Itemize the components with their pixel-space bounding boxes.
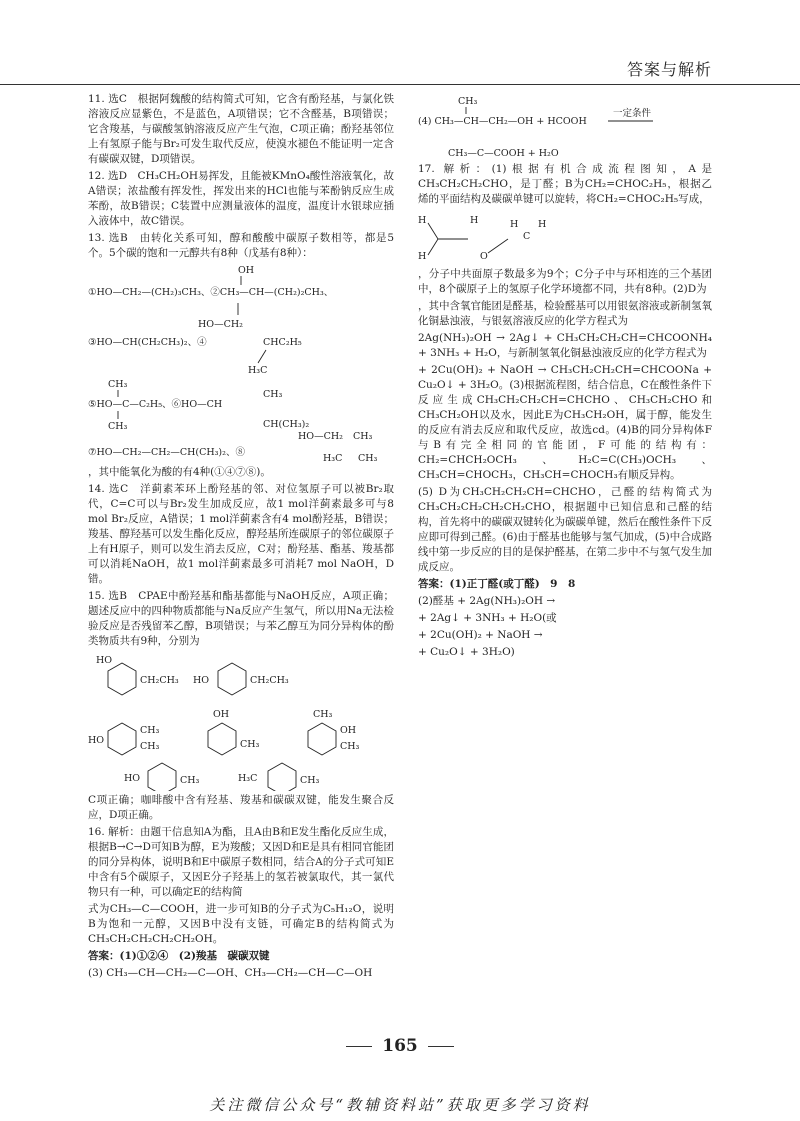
answer-13: 13. 选B 由转化关系可知，醇和酸酸中碳原子数相等，都是5个。5个碳的饱和一元醇共有8种（戊基有8种）： [88,232,394,259]
svg-text:CH₃: CH₃ [140,741,160,752]
svg-text:HO: HO [96,655,113,666]
svg-text:H₃C: H₃C [248,365,268,376]
answer-16: 16. 解析：由题干信息知A为酯，且A由B和E发生酯化反应生成，根据B→C→D可知B为醇，E为羧酸；又因D和E是具有相同官能团的同分异构体，说明B和E中碳原子数相同，结合A的分子式可知E中含有5个碳原子，又因E分子羟基上的氢若被氯取代，其一氯代物只有一种，可以确定E的结构简 [88,826,394,898]
svg-text:OH: OH [340,725,357,736]
svg-text:CH₃: CH₃ [108,379,128,390]
answer-17-b: ，分子中共面原子数最多为9个；C分子中与环相连的三个基团中，8个碳原子上的氢原子化学环境都不同，共有8种。(2)D为 [418,268,712,295]
oh-label: OH [238,265,255,276]
footer-note: 关注微信公众号“教辅资料站”获取更多学习资料 [209,1096,591,1114]
svg-text:HO—CH₂: HO—CH₂ [298,431,343,442]
svg-text:CH₃: CH₃ [353,431,373,442]
answer-17-key-4: + 2Cu(OH)₂ + NaOH → [418,629,543,641]
svg-text:C: C [523,231,531,242]
svg-text:H₃C: H₃C [238,773,258,784]
svg-text:CH₃: CH₃ [263,389,283,400]
isomer-formula-1: ①HO—CH₂—(CH₂)₃CH₃、②CH₃—CH—(CH₂)₂CH₃、 [88,287,334,298]
reaction-4-figure [418,94,712,160]
svg-text:H: H [510,219,519,230]
header-title: 答案与解析 [626,60,712,79]
svg-text:CH₃: CH₃ [180,775,200,786]
svg-text:O: O [480,251,488,262]
answer-17-c: ，其中含氧官能团是醛基，检验醛基可以用银氨溶液或新制氢氧化铜悬浊液，与银氨溶液反应的化学方程式为 [418,300,712,327]
answer-17-e: + 2Cu(OH)₂ + NaOH → CH₃CH₂CH₂CH=CHCOONa + Cu₂O↓ + 3H₂O。(3)根据流程图，结合信息，C在酸性条件下反应生成CH₃CH₂CH₂CH=CHCHO、CH₃CH₂CHO和CH₃CH₂OH以及水，因此E为CH₃CH₂OH，属于醇，能发生的反应有消去反应和取代反应，故选cd。(4)B的同分异构体F与B有完全相同的官能团，F可能的结构有：CH₂=CHCH₂OCH₃、H₂C=C(CH₃)OCH₃、CH₃CH=CHOCH₃，CH₃CH=CHOCH₃有顺反异构。 [418,364,712,481]
answer-17-key-5: + Cu₂O↓ + 3H₂O) [418,646,515,658]
svg-text:CH₃: CH₃ [108,421,128,432]
isomer-formula-4: ⑦HO—CH₂—CH₂—CH(CH₃)₂、⑧ [88,447,245,458]
page-number-text: 165 [382,1036,418,1056]
svg-text:H: H [418,215,427,226]
isomer-formula-3: ⑤HO—C—C₂H₅、⑥HO—CH [88,399,223,410]
answer-12: 12. 选D CH₃CH₂OH易挥发，且能被KMnO₄酸性溶液氧化，故A错误；浓盐酸有挥发性，挥发出来的HCl也能与苯酚钠反应生成苯酚，故B错误；C装置中应测量液体的温度，温度计水银球应插入液体中，故C错误。 [88,170,394,227]
answer-17-key-3: + 2Ag↓ + 3NH₃ + H₂O(或 [418,612,557,624]
svg-text:CHC₂H₅: CHC₂H₅ [263,337,302,348]
svg-text:CH₃: CH₃ [358,453,378,463]
answer-14: 14. 选C 洋蓟素苯环上酚羟基的邻、对位氢原子可以被Br₂取代，C=C可以与Br₂发生加成反应，故1 mol洋蓟素最多可与8 mol Br₂反应，A错误；1 mol洋蓟素含有4 mol酚羟基，B错误；羧基、醇羟基可以发生酯化反应，醇羟基所连碳原子的邻位碳原子上有H原子，则可以发生消去反应，C对；酚羟基、酯基、羧基都可以消耗NaOH，故1 mol洋蓟素最多可消耗7 mol NaOH，D错。 [88,483,394,585]
svg-text:HO: HO [88,735,105,746]
alcohol-isomers-figure [88,263,394,463]
answer-17-f: (5) D为CH₃CH₂CH₂CH=CHCHO，己醛的结构简式为CH₃CH₂CH₂CH₂CH₂CHO，根据题中已知信息和己醛的结构，首先将中的碳碳双键转化为碳碳单键，然后在酸性条件下反应即可得到己醛。(6)由于醛基也能够与氢气加成，(5)中合成路线中第一步反应的目的是保护醛基，在第二步中不与氢气发生加成反应。 [418,486,712,573]
answer-17: 17. 解析：(1)根据有机合成流程图知，A是CH₃CH₂CH₂CHO，是丁醛；B为CH₂=CHOC₂H₅，根据乙烯的平面结构及碳碳单键可以旋转，将CH₂=CHOC₂H₅写成， [418,163,712,205]
answer-15: 15. 选B CPAE中酚羟基和酯基都能与NaOH反应，A项正确；题述反应中的四种物质都能与Na反应产生氢气，所以用Na无法检验反应是否残留苯乙醇，B项错误；与苯乙醇互为同分异构体的酚类物质共有9种，分别为 [88,590,394,647]
right-column [418,92,712,662]
page-header [0,0,800,85]
answer-16-3: (3) CH₃—CH—CH₂—C—OH、CH₃—CH₂—CH—C—OH [88,967,373,979]
svg-text:CH₃: CH₃ [300,775,320,786]
reaction-4-product: CH₃—C—COOH + H₂O [448,148,559,159]
phenol-isomers-figure [88,651,394,791]
svg-text:HO: HO [193,675,210,686]
answer-16-b: 式为CH₃—C—COOH，进一步可知B的分子式为C₅H₁₂O，说明B为饱和一元醇，又因B中没有支链，可确定B的结构简式为CH₃CH₂CH₂CH₂CH₂OH。 [88,903,394,945]
svg-text:H₃C: H₃C [323,453,343,463]
left-column [88,92,394,983]
svg-text:H: H [418,251,427,262]
svg-text:HO: HO [124,773,141,784]
svg-text:H: H [470,215,479,226]
svg-text:CH₃: CH₃ [458,96,478,107]
svg-text:CH(CH₃)₂: CH(CH₃)₂ [263,419,310,430]
vinyl-ether-figure [418,209,712,265]
answer-13-tail: ，其中能氧化为酸的有4种(①④⑦⑧)。 [88,466,271,478]
svg-text:CH₃: CH₃ [140,725,160,736]
svg-text:CH₃: CH₃ [340,741,360,752]
svg-text:H: H [538,219,547,230]
svg-text:CH₃: CH₃ [240,739,260,750]
answer-17-key-2: (2)醛基 + 2Ag(NH₃)₂OH → [418,595,556,607]
isomer-formula-2: ③HO—CH(CH₂CH₃)₂、④ [88,337,207,348]
page-number [0,1036,800,1056]
svg-text:OH: OH [213,709,230,720]
svg-text:CH₂CH₃: CH₂CH₃ [250,675,289,686]
svg-text:HO—CH₂: HO—CH₂ [198,319,243,330]
reaction-4-line: (4) CH₃—CH—CH₂—OH + HCOOH [418,116,587,127]
svg-text:CH₃: CH₃ [313,709,333,720]
svg-text:CH₂CH₃: CH₂CH₃ [140,675,179,686]
answer-15-tail: C项正确；咖啡酸中含有羟基、羧基和碳碳双键，能发生聚合反应，D项正确。 [88,794,394,821]
reaction-condition: 一定条件 [613,108,652,119]
answer-17-d: 2Ag(NH₃)₂OH → 2Ag↓ + CH₃CH₂CH₂CH=CHCOONH₄ + 3NH₃ + H₂O，与新制氢氧化铜悬浊液反应的化学方程式为 [418,332,712,359]
answer-11: 11. 选C 根据阿魏酸的结构简式可知，它含有酚羟基，与氯化铁溶液反应显紫色，不是蓝色，A项错误；它不含醛基，B项错误；它含羧基，与碳酸氢钠溶液反应产生气泡，C项正确；酚羟基邻位上有氢原子能与Br₂可发生取代反应，使溴水褪色不能证明一定含有碳碳双键，D项错误。 [88,93,394,165]
answer-17-key: 答案：(1)正丁醛(或丁醛) 9 8 [418,578,576,590]
answer-16-key: 答案：(1)①②④ (2)羧基 碳碳双键 [88,950,270,962]
